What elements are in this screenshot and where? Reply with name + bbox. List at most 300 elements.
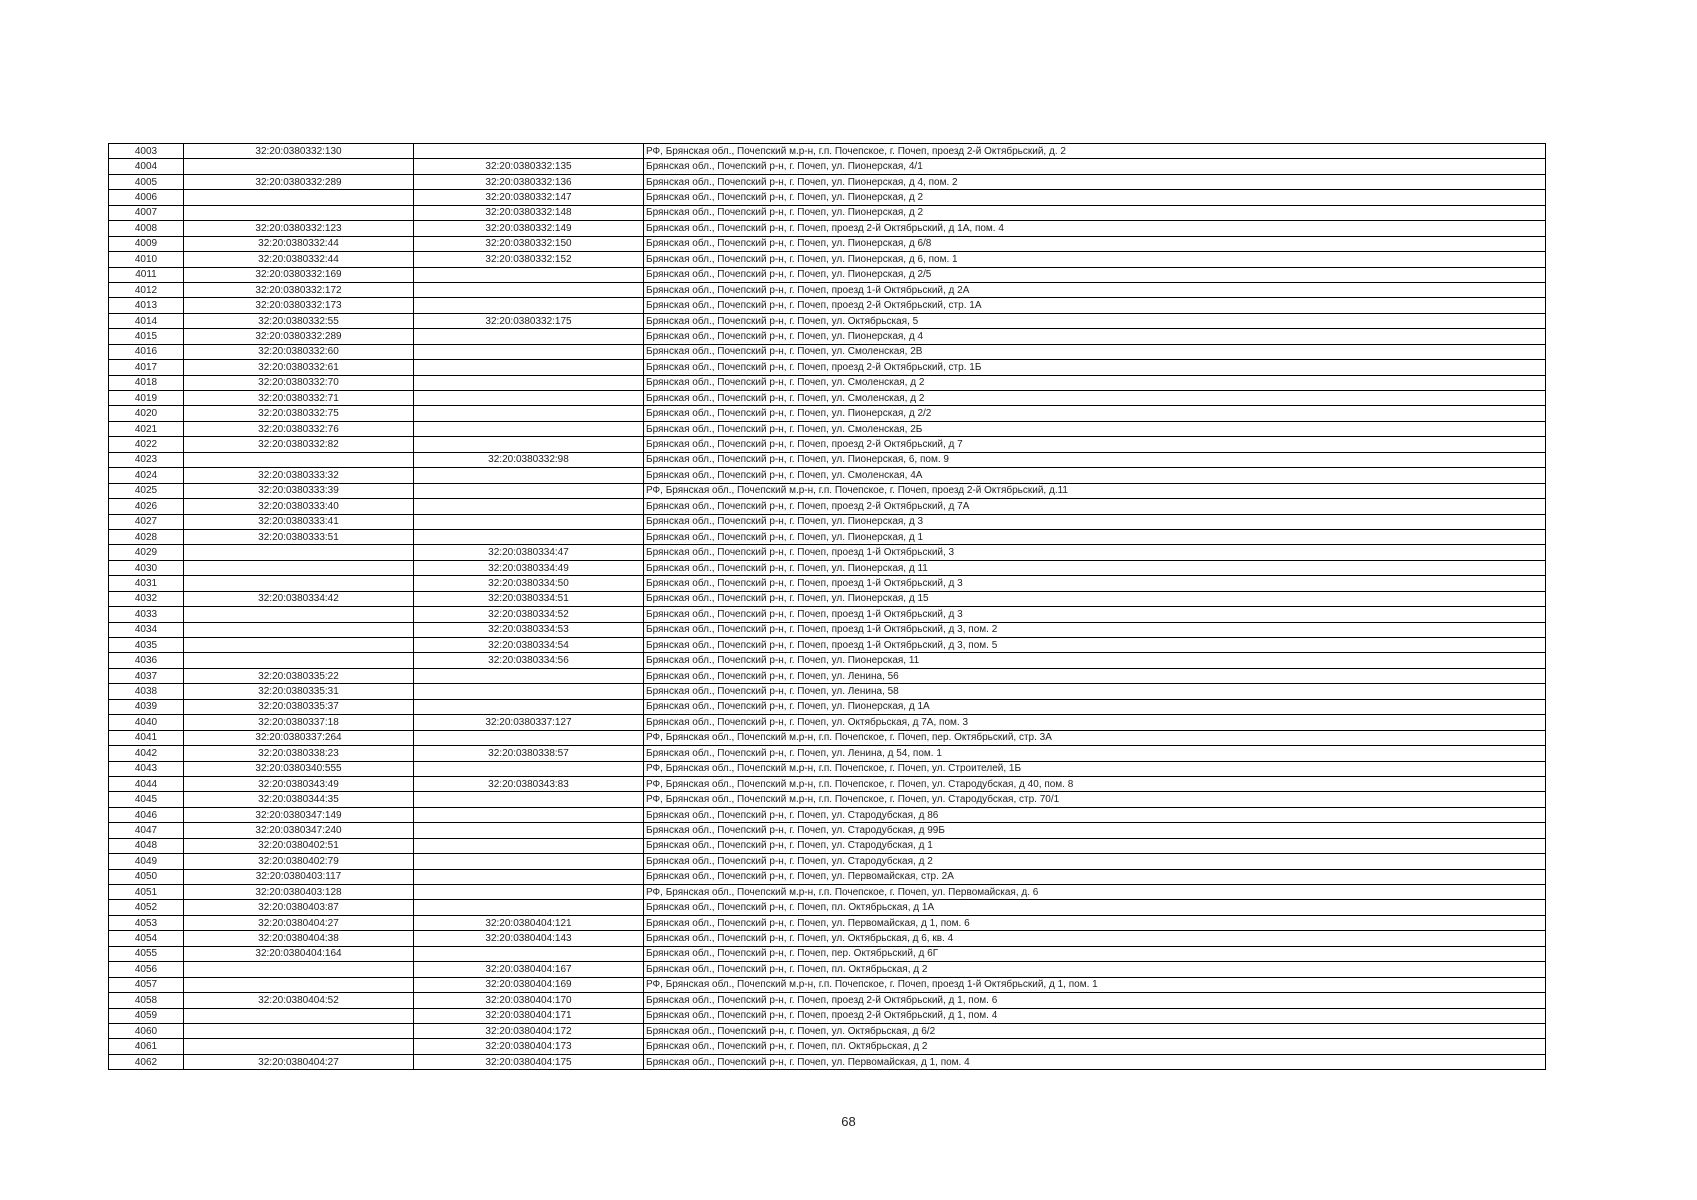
table-row bbox=[109, 638, 1546, 653]
address-cell: Брянская обл., Почепский р-н, г. Почеп, ул. Стародубская, д 99Б bbox=[644, 823, 1546, 838]
row-number-cell: 4046 bbox=[109, 807, 184, 822]
object-cadastral-number-cell bbox=[414, 946, 644, 961]
cadastral-number-cell: 32:20:0380332:289 bbox=[184, 329, 414, 344]
table-row bbox=[109, 993, 1546, 1008]
row-number-cell: 4009 bbox=[109, 236, 184, 251]
page-number: 68 bbox=[841, 1114, 856, 1129]
table-row bbox=[109, 699, 1546, 714]
object-cadastral-number-cell: 32:20:0380334:50 bbox=[414, 576, 644, 591]
address-cell: РФ, Брянская обл., Почепский м.р-н, г.п. Почепское, г. Почеп, ул. Стародубская, д 40, пом. 8 bbox=[644, 776, 1546, 791]
address-cell: Брянская обл., Почепский р-н, г. Почеп, ул. Первомайская, д 1, пом. 4 bbox=[644, 1054, 1546, 1069]
cadastral-number-cell: 32:20:0380332:173 bbox=[184, 298, 414, 313]
row-number-cell: 4024 bbox=[109, 468, 184, 483]
address-cell: Брянская обл., Почепский р-н, г. Почеп, проезд 2-й Октябрьский, д 1А, пом. 4 bbox=[644, 221, 1546, 236]
object-cadastral-number-cell: 32:20:0380404:169 bbox=[414, 977, 644, 992]
table-row bbox=[109, 144, 1546, 159]
address-cell: Брянская обл., Почепский р-н, г. Почеп, ул. Пионерская, д 1 bbox=[644, 529, 1546, 544]
address-cell: Брянская обл., Почепский р-н, г. Почеп, ул. Пионерская, д 1А bbox=[644, 699, 1546, 714]
address-cell: Брянская обл., Почепский р-н, г. Почеп, ул. Пионерская, 4/1 bbox=[644, 159, 1546, 174]
row-number-cell: 4033 bbox=[109, 607, 184, 622]
object-cadastral-number-cell: 32:20:0380332:147 bbox=[414, 190, 644, 205]
row-number-cell: 4047 bbox=[109, 823, 184, 838]
row-number-cell: 4042 bbox=[109, 746, 184, 761]
row-number-cell: 4015 bbox=[109, 329, 184, 344]
table-row bbox=[109, 915, 1546, 930]
cadastral-number-cell bbox=[184, 962, 414, 977]
object-cadastral-number-cell: 32:20:0380334:49 bbox=[414, 560, 644, 575]
cadastral-number-cell: 32:20:0380347:240 bbox=[184, 823, 414, 838]
cadastral-number-cell: 32:20:0380344:35 bbox=[184, 792, 414, 807]
row-number-cell: 4061 bbox=[109, 1039, 184, 1054]
cadastral-number-cell: 32:20:0380343:49 bbox=[184, 776, 414, 791]
row-number-cell: 4007 bbox=[109, 205, 184, 220]
table-row bbox=[109, 298, 1546, 313]
address-cell: Брянская обл., Почепский р-н, г. Почеп, ул. Ленина, д 54, пом. 1 bbox=[644, 746, 1546, 761]
object-cadastral-number-cell bbox=[414, 761, 644, 776]
cadastral-number-cell: 32:20:0380332:70 bbox=[184, 375, 414, 390]
address-cell: Брянская обл., Почепский р-н, г. Почеп, ул. Ленина, 56 bbox=[644, 668, 1546, 683]
address-cell: Брянская обл., Почепский р-н, г. Почеп, пер. Октябрьский, д 6Г bbox=[644, 946, 1546, 961]
row-number-cell: 4034 bbox=[109, 622, 184, 637]
object-cadastral-number-cell bbox=[414, 329, 644, 344]
object-cadastral-number-cell bbox=[414, 406, 644, 421]
object-cadastral-number-cell: 32:20:0380404:171 bbox=[414, 1008, 644, 1023]
table-row bbox=[109, 730, 1546, 745]
address-cell: Брянская обл., Почепский р-н, г. Почеп, проезд 1-й Октябрьский, д 3 bbox=[644, 607, 1546, 622]
cadastral-number-cell bbox=[184, 1008, 414, 1023]
address-cell: Брянская обл., Почепский р-н, г. Почеп, ул. Стародубская, д 1 bbox=[644, 838, 1546, 853]
row-number-cell: 4004 bbox=[109, 159, 184, 174]
row-number-cell: 4012 bbox=[109, 282, 184, 297]
cadastral-number-cell: 32:20:0380332:44 bbox=[184, 236, 414, 251]
cadastral-number-cell: 32:20:0380404:27 bbox=[184, 915, 414, 930]
table-row bbox=[109, 221, 1546, 236]
table-row bbox=[109, 174, 1546, 189]
cadastral-number-cell: 32:20:0380332:60 bbox=[184, 344, 414, 359]
address-cell: Брянская обл., Почепский р-н, г. Почеп, проезд 1-й Октябрьский, д 2А bbox=[644, 282, 1546, 297]
cadastral-number-cell: 32:20:0380337:18 bbox=[184, 715, 414, 730]
table-row bbox=[109, 437, 1546, 452]
table-row bbox=[109, 900, 1546, 915]
cadastral-number-cell: 32:20:0380404:27 bbox=[184, 1054, 414, 1069]
cadastral-number-cell: 32:20:0380332:61 bbox=[184, 360, 414, 375]
cadastral-number-cell: 32:20:0380347:149 bbox=[184, 807, 414, 822]
row-number-cell: 4011 bbox=[109, 267, 184, 282]
object-cadastral-number-cell bbox=[414, 514, 644, 529]
cadastral-number-cell: 32:20:0380332:169 bbox=[184, 267, 414, 282]
address-cell: Брянская обл., Почепский р-н, г. Почеп, ул. Пионерская, 11 bbox=[644, 653, 1546, 668]
address-cell: Брянская обл., Почепский р-н, г. Почеп, проезд 1-й Октябрьский, 3 bbox=[644, 545, 1546, 560]
row-number-cell: 4013 bbox=[109, 298, 184, 313]
address-cell: Брянская обл., Почепский р-н, г. Почеп, ул. Смоленская, 2Б bbox=[644, 421, 1546, 436]
cadastral-number-cell: 32:20:0380338:23 bbox=[184, 746, 414, 761]
cadastral-number-cell: 32:20:0380403:87 bbox=[184, 900, 414, 915]
address-cell: Брянская обл., Почепский р-н, г. Почеп, ул. Октябрьская, д 7А, пом. 3 bbox=[644, 715, 1546, 730]
row-number-cell: 4051 bbox=[109, 885, 184, 900]
row-number-cell: 4038 bbox=[109, 684, 184, 699]
row-number-cell: 4031 bbox=[109, 576, 184, 591]
address-cell: РФ, Брянская обл., Почепский м.р-н, г.п. Почепское, г. Почеп, проезд 1-й Октябрьский, д 1, пом. 1 bbox=[644, 977, 1546, 992]
object-cadastral-number-cell: 32:20:0380334:47 bbox=[414, 545, 644, 560]
cadastral-number-cell bbox=[184, 452, 414, 467]
object-cadastral-number-cell bbox=[414, 437, 644, 452]
cadastral-number-cell bbox=[184, 1039, 414, 1054]
address-cell: Брянская обл., Почепский р-н, г. Почеп, ул. Ленина, 58 bbox=[644, 684, 1546, 699]
address-cell: Брянская обл., Почепский р-н, г. Почеп, ул. Пионерская, д 4, пом. 2 bbox=[644, 174, 1546, 189]
row-number-cell: 4056 bbox=[109, 962, 184, 977]
object-cadastral-number-cell: 32:20:0380334:54 bbox=[414, 638, 644, 653]
cadastral-number-cell bbox=[184, 1023, 414, 1038]
table-row bbox=[109, 761, 1546, 776]
address-cell: Брянская обл., Почепский р-н, г. Почеп, ул. Октябрьская, д 6, кв. 4 bbox=[644, 931, 1546, 946]
object-cadastral-number-cell bbox=[414, 730, 644, 745]
table-row bbox=[109, 1023, 1546, 1038]
table-row bbox=[109, 1008, 1546, 1023]
object-cadastral-number-cell bbox=[414, 421, 644, 436]
object-cadastral-number-cell bbox=[414, 344, 644, 359]
object-cadastral-number-cell: 32:20:0380334:53 bbox=[414, 622, 644, 637]
object-cadastral-number-cell bbox=[414, 144, 644, 159]
object-cadastral-number-cell bbox=[414, 869, 644, 884]
row-number-cell: 4020 bbox=[109, 406, 184, 421]
row-number-cell: 4037 bbox=[109, 668, 184, 683]
object-cadastral-number-cell bbox=[414, 838, 644, 853]
table-row bbox=[109, 252, 1546, 267]
property-table bbox=[108, 143, 1546, 1070]
table-row bbox=[109, 529, 1546, 544]
cadastral-number-cell: 32:20:0380404:164 bbox=[184, 946, 414, 961]
object-cadastral-number-cell: 32:20:0380404:170 bbox=[414, 993, 644, 1008]
object-cadastral-number-cell: 32:20:0380404:173 bbox=[414, 1039, 644, 1054]
address-cell: Брянская обл., Почепский р-н, г. Почеп, ул. Октябрьская, 5 bbox=[644, 313, 1546, 328]
object-cadastral-number-cell bbox=[414, 298, 644, 313]
table-row bbox=[109, 190, 1546, 205]
address-cell: Брянская обл., Почепский р-н, г. Почеп, ул. Пионерская, д 2/2 bbox=[644, 406, 1546, 421]
table-row bbox=[109, 869, 1546, 884]
object-cadastral-number-cell bbox=[414, 282, 644, 297]
object-cadastral-number-cell: 32:20:0380337:127 bbox=[414, 715, 644, 730]
table-row bbox=[109, 514, 1546, 529]
object-cadastral-number-cell bbox=[414, 792, 644, 807]
row-number-cell: 4049 bbox=[109, 854, 184, 869]
object-cadastral-number-cell: 32:20:0380338:57 bbox=[414, 746, 644, 761]
row-number-cell: 4059 bbox=[109, 1008, 184, 1023]
row-number-cell: 4036 bbox=[109, 653, 184, 668]
row-number-cell: 4041 bbox=[109, 730, 184, 745]
table-row bbox=[109, 159, 1546, 174]
address-cell: Брянская обл., Почепский р-н, г. Почеп, проезд 1-й Октябрьский, д 3, пом. 2 bbox=[644, 622, 1546, 637]
table-row bbox=[109, 576, 1546, 591]
row-number-cell: 4027 bbox=[109, 514, 184, 529]
address-cell: Брянская обл., Почепский р-н, г. Почеп, проезд 2-й Октябрьский, д 1, пом. 6 bbox=[644, 993, 1546, 1008]
table-row bbox=[109, 591, 1546, 606]
table-row bbox=[109, 1039, 1546, 1054]
address-cell: Брянская обл., Почепский р-н, г. Почеп, проезд 2-й Октябрьский, д 1, пом. 4 bbox=[644, 1008, 1546, 1023]
object-cadastral-number-cell: 32:20:0380404:121 bbox=[414, 915, 644, 930]
object-cadastral-number-cell bbox=[414, 391, 644, 406]
table-row bbox=[109, 653, 1546, 668]
object-cadastral-number-cell bbox=[414, 668, 644, 683]
cadastral-number-cell bbox=[184, 607, 414, 622]
cadastral-number-cell bbox=[184, 576, 414, 591]
row-number-cell: 4005 bbox=[109, 174, 184, 189]
address-cell: РФ, Брянская обл., Почепский м.р-н, г.п. Почепское, г. Почеп, проезд 2-й Октябрьский, д.11 bbox=[644, 483, 1546, 498]
row-number-cell: 4052 bbox=[109, 900, 184, 915]
cadastral-number-cell: 32:20:0380332:82 bbox=[184, 437, 414, 452]
table-row bbox=[109, 545, 1546, 560]
table-row bbox=[109, 962, 1546, 977]
table-row bbox=[109, 776, 1546, 791]
address-cell: Брянская обл., Почепский р-н, г. Почеп, проезд 2-й Октябрьский, д 7 bbox=[644, 437, 1546, 452]
table-row bbox=[109, 746, 1546, 761]
cadastral-number-cell bbox=[184, 545, 414, 560]
cadastral-number-cell: 32:20:0380404:38 bbox=[184, 931, 414, 946]
table-row bbox=[109, 885, 1546, 900]
cadastral-number-cell: 32:20:0380332:71 bbox=[184, 391, 414, 406]
table-row bbox=[109, 344, 1546, 359]
address-cell: Брянская обл., Почепский р-н, г. Почеп, проезд 1-й Октябрьский, д 3, пом. 5 bbox=[644, 638, 1546, 653]
row-number-cell: 4014 bbox=[109, 313, 184, 328]
table-row bbox=[109, 391, 1546, 406]
row-number-cell: 4021 bbox=[109, 421, 184, 436]
object-cadastral-number-cell bbox=[414, 360, 644, 375]
object-cadastral-number-cell bbox=[414, 267, 644, 282]
object-cadastral-number-cell bbox=[414, 483, 644, 498]
cadastral-number-cell: 32:20:0380333:39 bbox=[184, 483, 414, 498]
object-cadastral-number-cell bbox=[414, 885, 644, 900]
table-row bbox=[109, 715, 1546, 730]
object-cadastral-number-cell: 32:20:0380332:98 bbox=[414, 452, 644, 467]
address-cell: Брянская обл., Почепский р-н, г. Почеп, ул. Октябрьская, д 6/2 bbox=[644, 1023, 1546, 1038]
address-cell: РФ, Брянская обл., Почепский м.р-н, г.п. Почепское, г. Почеп, ул. Строителей, 1Б bbox=[644, 761, 1546, 776]
address-cell: Брянская обл., Почепский р-н, г. Почеп, ул. Стародубская, д 86 bbox=[644, 807, 1546, 822]
row-number-cell: 4010 bbox=[109, 252, 184, 267]
object-cadastral-number-cell: 32:20:0380334:52 bbox=[414, 607, 644, 622]
table-row bbox=[109, 421, 1546, 436]
row-number-cell: 4039 bbox=[109, 699, 184, 714]
object-cadastral-number-cell: 32:20:0380343:83 bbox=[414, 776, 644, 791]
row-number-cell: 4057 bbox=[109, 977, 184, 992]
table-row bbox=[109, 838, 1546, 853]
table-row bbox=[109, 267, 1546, 282]
address-cell: Брянская обл., Почепский р-н, г. Почеп, ул. Смоленская, д 2 bbox=[644, 391, 1546, 406]
row-number-cell: 4062 bbox=[109, 1054, 184, 1069]
table-row bbox=[109, 452, 1546, 467]
cadastral-number-cell: 32:20:0380335:31 bbox=[184, 684, 414, 699]
cadastral-number-cell: 32:20:0380403:128 bbox=[184, 885, 414, 900]
table-row bbox=[109, 668, 1546, 683]
object-cadastral-number-cell: 32:20:0380332:175 bbox=[414, 313, 644, 328]
row-number-cell: 4003 bbox=[109, 144, 184, 159]
cadastral-number-cell: 32:20:0380334:42 bbox=[184, 591, 414, 606]
address-cell: Брянская обл., Почепский р-н, г. Почеп, ул. Пионерская, д 6/8 bbox=[644, 236, 1546, 251]
row-number-cell: 4023 bbox=[109, 452, 184, 467]
row-number-cell: 4058 bbox=[109, 993, 184, 1008]
object-cadastral-number-cell: 32:20:0380334:56 bbox=[414, 653, 644, 668]
row-number-cell: 4044 bbox=[109, 776, 184, 791]
row-number-cell: 4006 bbox=[109, 190, 184, 205]
table-row bbox=[109, 560, 1546, 575]
address-cell: Брянская обл., Почепский р-н, г. Почеп, проезд 2-й Октябрьский, стр. 1А bbox=[644, 298, 1546, 313]
row-number-cell: 4028 bbox=[109, 529, 184, 544]
cadastral-number-cell: 32:20:0380335:22 bbox=[184, 668, 414, 683]
address-cell: Брянская обл., Почепский р-н, г. Почеп, ул. Пионерская, 6, пом. 9 bbox=[644, 452, 1546, 467]
object-cadastral-number-cell: 32:20:0380332:152 bbox=[414, 252, 644, 267]
cadastral-number-cell bbox=[184, 205, 414, 220]
cadastral-number-cell: 32:20:0380333:40 bbox=[184, 499, 414, 514]
row-number-cell: 4055 bbox=[109, 946, 184, 961]
row-number-cell: 4026 bbox=[109, 499, 184, 514]
object-cadastral-number-cell bbox=[414, 699, 644, 714]
object-cadastral-number-cell: 32:20:0380332:149 bbox=[414, 221, 644, 236]
row-number-cell: 4030 bbox=[109, 560, 184, 575]
address-cell: Брянская обл., Почепский р-н, г. Почеп, ул. Первомайская, стр. 2А bbox=[644, 869, 1546, 884]
cadastral-number-cell: 32:20:0380333:32 bbox=[184, 468, 414, 483]
row-number-cell: 4025 bbox=[109, 483, 184, 498]
row-number-cell: 4053 bbox=[109, 915, 184, 930]
object-cadastral-number-cell bbox=[414, 529, 644, 544]
row-number-cell: 4050 bbox=[109, 869, 184, 884]
row-number-cell: 4035 bbox=[109, 638, 184, 653]
table-row bbox=[109, 468, 1546, 483]
cadastral-number-cell bbox=[184, 653, 414, 668]
object-cadastral-number-cell: 32:20:0380404:167 bbox=[414, 962, 644, 977]
row-number-cell: 4032 bbox=[109, 591, 184, 606]
object-cadastral-number-cell bbox=[414, 900, 644, 915]
cadastral-number-cell bbox=[184, 190, 414, 205]
table-row bbox=[109, 823, 1546, 838]
object-cadastral-number-cell: 32:20:0380332:148 bbox=[414, 205, 644, 220]
cadastral-number-cell bbox=[184, 977, 414, 992]
row-number-cell: 4019 bbox=[109, 391, 184, 406]
cadastral-number-cell: 32:20:0380402:79 bbox=[184, 854, 414, 869]
object-cadastral-number-cell bbox=[414, 854, 644, 869]
address-cell: Брянская обл., Почепский р-н, г. Почеп, ул. Пионерская, д 3 bbox=[644, 514, 1546, 529]
cadastral-number-cell bbox=[184, 159, 414, 174]
table-row bbox=[109, 205, 1546, 220]
cadastral-number-cell: 32:20:0380332:130 bbox=[184, 144, 414, 159]
cadastral-number-cell: 32:20:0380332:55 bbox=[184, 313, 414, 328]
object-cadastral-number-cell bbox=[414, 499, 644, 514]
row-number-cell: 4054 bbox=[109, 931, 184, 946]
table-row bbox=[109, 622, 1546, 637]
object-cadastral-number-cell bbox=[414, 468, 644, 483]
address-cell: Брянская обл., Почепский р-н, г. Почеп, ул. Пионерская, д 6, пом. 1 bbox=[644, 252, 1546, 267]
table-row bbox=[109, 360, 1546, 375]
cadastral-number-cell bbox=[184, 560, 414, 575]
address-cell: Брянская обл., Почепский р-н, г. Почеп, пл. Октябрьская, д 2 bbox=[644, 962, 1546, 977]
row-number-cell: 4048 bbox=[109, 838, 184, 853]
row-number-cell: 4022 bbox=[109, 437, 184, 452]
cadastral-number-cell: 32:20:0380403:117 bbox=[184, 869, 414, 884]
cadastral-number-cell: 32:20:0380340:555 bbox=[184, 761, 414, 776]
address-cell: Брянская обл., Почепский р-н, г. Почеп, ул. Пионерская, д 4 bbox=[644, 329, 1546, 344]
object-cadastral-number-cell: 32:20:0380332:150 bbox=[414, 236, 644, 251]
address-cell: Брянская обл., Почепский р-н, г. Почеп, проезд 2-й Октябрьский, стр. 1Б bbox=[644, 360, 1546, 375]
cadastral-number-cell: 32:20:0380332:289 bbox=[184, 174, 414, 189]
row-number-cell: 4043 bbox=[109, 761, 184, 776]
cadastral-number-cell: 32:20:0380333:41 bbox=[184, 514, 414, 529]
cadastral-number-cell: 32:20:0380332:123 bbox=[184, 221, 414, 236]
object-cadastral-number-cell: 32:20:0380334:51 bbox=[414, 591, 644, 606]
address-cell: Брянская обл., Почепский р-н, г. Почеп, ул. Пионерская, д 11 bbox=[644, 560, 1546, 575]
table-row bbox=[109, 282, 1546, 297]
cadastral-number-cell: 32:20:0380402:51 bbox=[184, 838, 414, 853]
address-cell: Брянская обл., Почепский р-н, г. Почеп, ул. Первомайская, д 1, пом. 6 bbox=[644, 915, 1546, 930]
row-number-cell: 4017 bbox=[109, 360, 184, 375]
row-number-cell: 4008 bbox=[109, 221, 184, 236]
cadastral-number-cell bbox=[184, 638, 414, 653]
object-cadastral-number-cell: 32:20:0380332:136 bbox=[414, 174, 644, 189]
row-number-cell: 4045 bbox=[109, 792, 184, 807]
object-cadastral-number-cell bbox=[414, 807, 644, 822]
address-cell: Брянская обл., Почепский р-н, г. Почеп, ул. Смоленская, 4А bbox=[644, 468, 1546, 483]
address-cell: Брянская обл., Почепский р-н, г. Почеп, ул. Смоленская, д 2 bbox=[644, 375, 1546, 390]
cadastral-number-cell: 32:20:0380335:37 bbox=[184, 699, 414, 714]
address-cell: РФ, Брянская обл., Почепский м.р-н, г.п. Почепское, г. Почеп, ул. Стародубская, стр. 70/1 bbox=[644, 792, 1546, 807]
table-row bbox=[109, 406, 1546, 421]
address-cell: Брянская обл., Почепский р-н, г. Почеп, ул. Пионерская, д 15 bbox=[644, 591, 1546, 606]
table-row bbox=[109, 807, 1546, 822]
row-number-cell: 4029 bbox=[109, 545, 184, 560]
address-cell: РФ, Брянская обл., Почепский м.р-н, г.п. Почепское, г. Почеп, ул. Первомайская, д. 6 bbox=[644, 885, 1546, 900]
address-cell: Брянская обл., Почепский р-н, г. Почеп, ул. Пионерская, д 2 bbox=[644, 190, 1546, 205]
cadastral-number-cell: 32:20:0380332:75 bbox=[184, 406, 414, 421]
object-cadastral-number-cell: 32:20:0380404:143 bbox=[414, 931, 644, 946]
table-body bbox=[109, 144, 1546, 1070]
address-cell: Брянская обл., Почепский р-н, г. Почеп, ул. Пионерская, д 2/5 bbox=[644, 267, 1546, 282]
table-row bbox=[109, 977, 1546, 992]
cadastral-number-cell: 32:20:0380332:172 bbox=[184, 282, 414, 297]
object-cadastral-number-cell bbox=[414, 375, 644, 390]
address-cell: РФ, Брянская обл., Почепский м.р-н, г.п. Почепское, г. Почеп, проезд 2-й Октябрьский, д. 2 bbox=[644, 144, 1546, 159]
table-row bbox=[109, 483, 1546, 498]
table-row bbox=[109, 946, 1546, 961]
table-row bbox=[109, 792, 1546, 807]
address-cell: РФ, Брянская обл., Почепский м.р-н, г.п. Почепское, г. Почеп, пер. Октябрьский, стр. 3А bbox=[644, 730, 1546, 745]
object-cadastral-number-cell bbox=[414, 684, 644, 699]
cadastral-number-cell: 32:20:0380332:76 bbox=[184, 421, 414, 436]
address-cell: Брянская обл., Почепский р-н, г. Почеп, проезд 2-й Октябрьский, д 7А bbox=[644, 499, 1546, 514]
table-row bbox=[109, 499, 1546, 514]
address-cell: Брянская обл., Почепский р-н, г. Почеп, ул. Пионерская, д 2 bbox=[644, 205, 1546, 220]
table-row bbox=[109, 313, 1546, 328]
cadastral-number-cell: 32:20:0380332:44 bbox=[184, 252, 414, 267]
object-cadastral-number-cell: 32:20:0380332:135 bbox=[414, 159, 644, 174]
table-row bbox=[109, 931, 1546, 946]
object-cadastral-number-cell: 32:20:0380404:172 bbox=[414, 1023, 644, 1038]
table-row bbox=[109, 607, 1546, 622]
cadastral-number-cell: 32:20:0380404:52 bbox=[184, 993, 414, 1008]
cadastral-number-cell bbox=[184, 622, 414, 637]
address-cell: Брянская обл., Почепский р-н, г. Почеп, ул. Смоленская, 2В bbox=[644, 344, 1546, 359]
cadastral-number-cell: 32:20:0380337:264 bbox=[184, 730, 414, 745]
address-cell: Брянская обл., Почепский р-н, г. Почеп, пл. Октябрьская, д 2 bbox=[644, 1039, 1546, 1054]
address-cell: Брянская обл., Почепский р-н, г. Почеп, проезд 1-й Октябрьский, д 3 bbox=[644, 576, 1546, 591]
address-cell: Брянская обл., Почепский р-н, г. Почеп, пл. Октябрьская, д 1А bbox=[644, 900, 1546, 915]
table-row bbox=[109, 684, 1546, 699]
table-row bbox=[109, 236, 1546, 251]
row-number-cell: 4018 bbox=[109, 375, 184, 390]
row-number-cell: 4060 bbox=[109, 1023, 184, 1038]
table-row bbox=[109, 329, 1546, 344]
object-cadastral-number-cell: 32:20:0380404:175 bbox=[414, 1054, 644, 1069]
table-row bbox=[109, 854, 1546, 869]
object-cadastral-number-cell bbox=[414, 823, 644, 838]
cadastral-number-cell: 32:20:0380333:51 bbox=[184, 529, 414, 544]
table-row bbox=[109, 1054, 1546, 1069]
row-number-cell: 4016 bbox=[109, 344, 184, 359]
